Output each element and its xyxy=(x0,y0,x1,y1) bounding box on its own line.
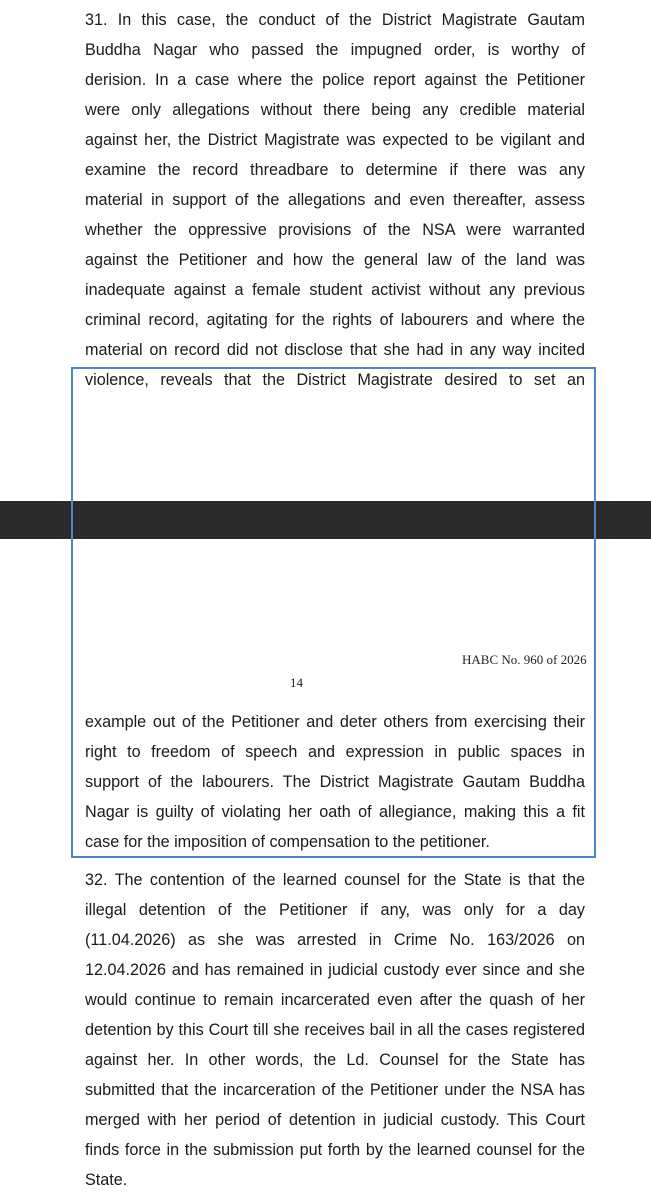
text-line: against the Petitioner and how the general law of the land was xyxy=(85,251,585,269)
text-line: 32. The contention of the learned counsel for the State is that the xyxy=(85,871,585,889)
text-line: finds force in the submission put forth by the learned counsel for the xyxy=(85,1141,585,1159)
text-line: against her, the District Magistrate was expected to be vigilant and xyxy=(85,131,585,149)
text-line: submitted that the incarceration of the Petitioner under the NSA has xyxy=(85,1081,585,1099)
text-line: illegal detention of the Petitioner if any, was only for a day xyxy=(85,901,585,919)
text-line: material on record did not disclose that she had in any way incited xyxy=(85,341,585,359)
text-line: inadequate against a female student activist without any previous xyxy=(85,281,585,299)
text-line: criminal record, agitating for the rights of labourers and where the xyxy=(85,311,585,329)
paragraph-31-continued xyxy=(85,707,585,857)
text-line: were only allegations without there being any credible material xyxy=(85,101,585,119)
text-line: material in support of the allegations and even thereafter, assess xyxy=(85,191,585,209)
text-line: 12.04.2026 and has remained in judicial custody ever since and she xyxy=(85,961,585,979)
case-reference: HABC No. 960 of 2026 xyxy=(462,652,587,667)
text-line: against her. In other words, the Ld. Counsel for the State has xyxy=(85,1051,585,1069)
text-line: right to freedom of speech and expression in public spaces in xyxy=(85,743,585,761)
text-line: violence, reveals that the District Magistrate desired to set an xyxy=(85,371,585,389)
text-line: 31. In this case, the conduct of the District Magistrate Gautam xyxy=(85,11,585,29)
text-line: example out of the Petitioner and deter others from exercising their xyxy=(85,713,585,731)
paragraph-32 xyxy=(85,865,585,1195)
text-line: whether the oppressive provisions of the NSA were warranted xyxy=(85,221,585,239)
text-line: Buddha Nagar who passed the impugned order, is worthy of xyxy=(85,41,585,59)
text-line: examine the record threadbare to determine if there was any xyxy=(85,161,585,179)
text-line: State. xyxy=(85,1171,128,1189)
text-line: support of the labourers. The District Magistrate Gautam Buddha xyxy=(85,773,585,791)
text-line: Nagar is guilty of violating her oath of allegiance, making this a fit xyxy=(85,803,585,821)
text-line: would continue to remain incarcerated even after the quash of her xyxy=(85,991,585,1009)
paragraph-31 xyxy=(85,5,585,395)
text-line: case for the imposition of compensation to the petitioner. xyxy=(85,833,490,851)
text-line: derision. In a case where the police report against the Petitioner xyxy=(85,71,585,89)
text-line: detention by this Court till she receives bail in all the cases registered xyxy=(85,1021,585,1039)
text-line: (11.04.2026) as she was arrested in Crime No. 163/2026 on xyxy=(85,931,585,949)
text-line: merged with her period of detention in judicial custody. This Court xyxy=(85,1111,585,1129)
page-number: 14 xyxy=(290,675,303,690)
